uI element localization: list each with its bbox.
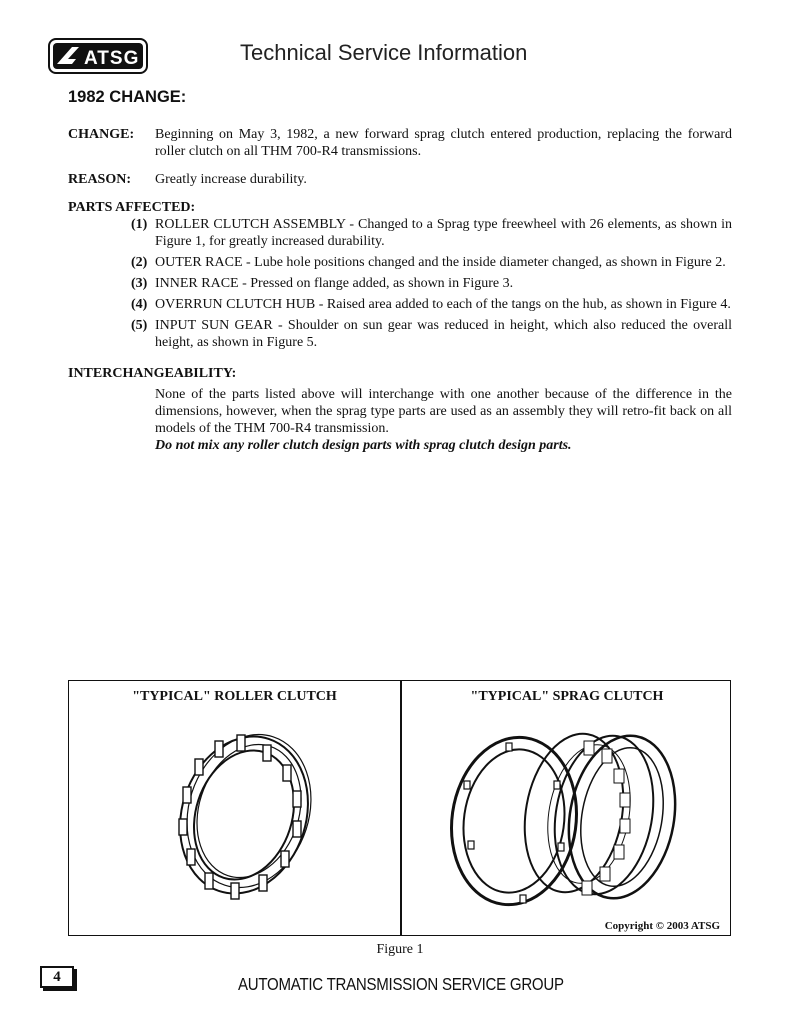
logo-text: ATSG <box>84 48 140 69</box>
sprag-clutch-label: "TYPICAL" SPRAG CLUTCH <box>470 689 664 704</box>
atsg-logo <box>48 38 148 74</box>
part-number: (5) <box>131 318 148 333</box>
sprag-clutch-illustration <box>444 721 694 911</box>
parts-affected-heading: PARTS AFFECTED: <box>68 200 196 215</box>
roller-clutch-illustration <box>159 727 329 907</box>
figure-divider <box>400 681 402 935</box>
reason-label: REASON: <box>68 172 132 187</box>
section-title: 1982 CHANGE: <box>68 88 187 106</box>
part-item <box>126 275 732 292</box>
part-text: INNER RACE - Pressed on flange added, as shown in Figure 3. <box>155 276 514 291</box>
interchangeability-body <box>155 386 732 454</box>
page-number: 4 <box>40 966 74 988</box>
header-title: Technical Service Information <box>240 40 528 65</box>
change-text: Beginning on May 3, 1982, a new forward sprag clutch entered production, replacing the forward roller clutch on all THM 700-R4 transmissions. <box>155 127 732 159</box>
interchangeability-section <box>68 365 732 454</box>
footer-org: AUTOMATIC TRANSMISSION SERVICE GROUP <box>238 974 564 994</box>
part-text: ROLLER CLUTCH ASSEMBLY - Changed to a Sprag type freewheel with 26 elements, as shown in Figure 1, for greatly increased durability. <box>155 217 732 249</box>
figure-1-box <box>68 680 731 936</box>
parts-list <box>126 216 732 351</box>
change-label: CHANGE: <box>68 127 135 142</box>
part-item <box>126 317 732 351</box>
reason-text: Greatly increase durability. <box>155 172 307 187</box>
part-item <box>126 216 732 250</box>
part-number: (4) <box>131 297 148 312</box>
roller-clutch-label: "TYPICAL" ROLLER CLUTCH <box>132 689 337 704</box>
part-text: INPUT SUN GEAR - Shoulder on sun gear was reduced in height, which also reduced the overall height, as shown in Figure 5. <box>155 318 732 350</box>
part-number: (1) <box>131 217 148 232</box>
part-item <box>126 296 732 313</box>
interchangeability-heading: INTERCHANGEABILITY: <box>68 366 237 381</box>
change-row <box>68 126 732 160</box>
figure-caption: Figure 1 <box>376 942 424 957</box>
interchangeability-warning: Do not mix any roller clutch design parts with sprag clutch design parts. <box>155 438 572 453</box>
part-number: (2) <box>131 255 148 270</box>
part-item <box>126 254 732 271</box>
part-text: OUTER RACE - Lube hole positions changed and the inside diameter changed, as shown in Figure 2. <box>155 255 726 270</box>
bulletin-body <box>68 126 732 454</box>
part-text: OVERRUN CLUTCH HUB - Raised area added to each of the tangs on the hub, as shown in Figure 4. <box>155 297 731 312</box>
figure-copyright: Copyright © 2003 ATSG <box>604 920 720 932</box>
part-number: (3) <box>131 276 148 291</box>
reason-row <box>68 171 732 188</box>
interchangeability-text: None of the parts listed above will interchange with one another because of the difference in the dimensions, however, when the sprag type parts are used as an assembly they will retro-fit back on all models of the THM 700-R4 transmission. <box>155 387 732 436</box>
